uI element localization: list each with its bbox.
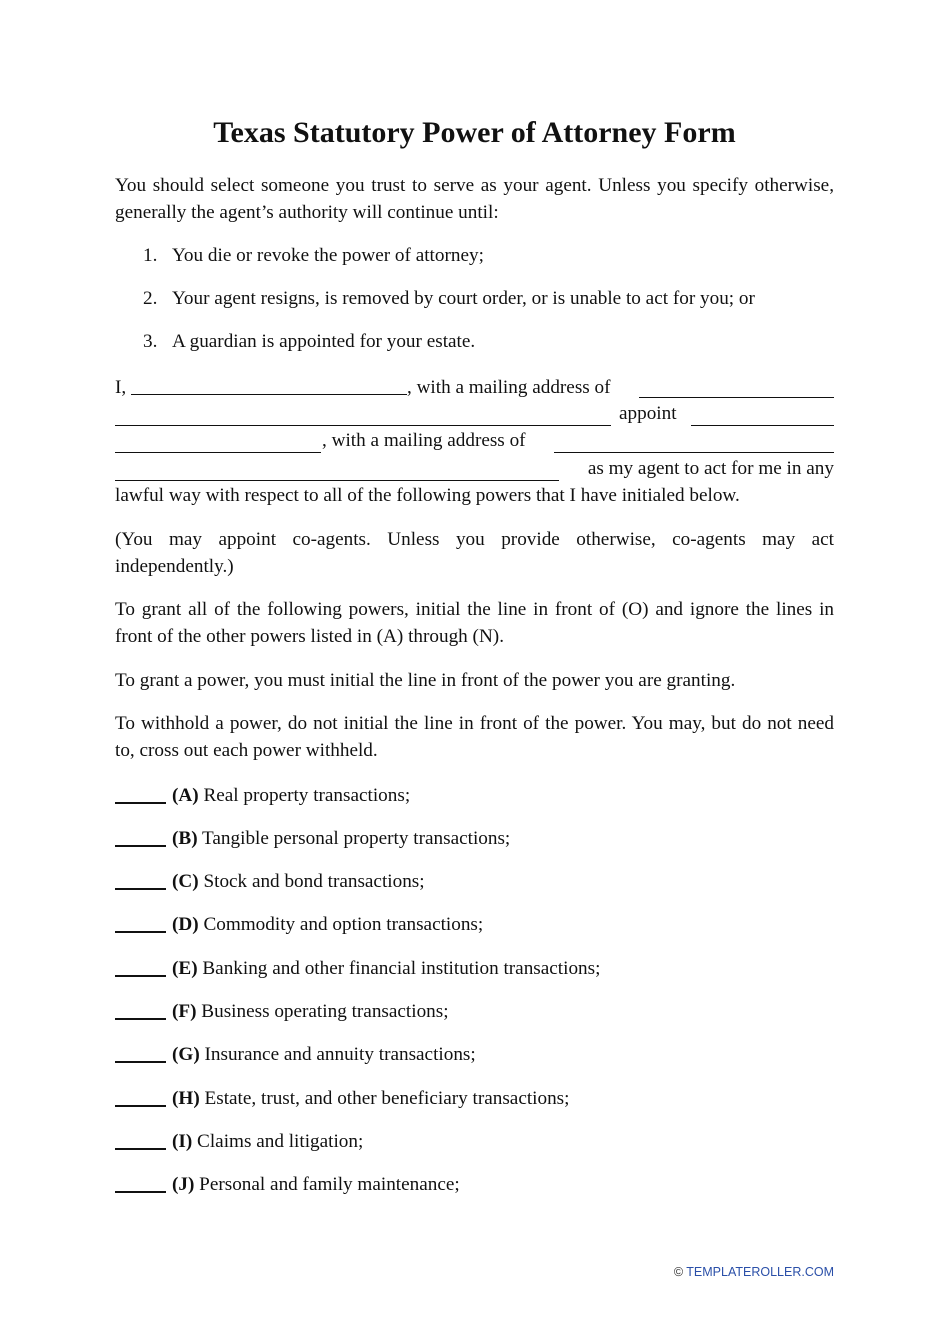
- intro-paragraph: You should select someone you trust to serve as your agent. Unless you specify otherwise, generally the agent’s authority will continue until:: [115, 175, 834, 224]
- condition-text: A guardian is appointed for your estate.: [172, 331, 476, 352]
- power-letter: (J): [172, 1174, 195, 1195]
- power-item-j: [115, 1170, 460, 1198]
- principal-address-field-2[interactable]: [115, 405, 611, 426]
- power-letter: (D): [172, 914, 199, 935]
- power-letter: (B): [172, 828, 198, 849]
- power-item-a: [115, 781, 410, 809]
- appointment-line-5: [115, 482, 834, 509]
- power-item-e: [115, 954, 600, 982]
- power-letter: (C): [172, 871, 199, 892]
- appointment-line-1: [115, 372, 834, 399]
- power-item-g: [115, 1040, 476, 1068]
- initial-field[interactable]: [115, 1043, 166, 1063]
- power-text: Insurance and annuity transactions;: [204, 1044, 476, 1065]
- footer-site-link[interactable]: TEMPLATEROLLER.COM: [686, 1265, 834, 1279]
- initial-field[interactable]: [115, 957, 166, 977]
- condition-text: You die or revoke the power of attorney;: [172, 245, 484, 266]
- appointment-text: as my agent to act for me in any: [587, 458, 834, 479]
- condition-text: Your agent resigns, is removed by court order, or is unable to act for you; or: [172, 288, 755, 309]
- appointment-text: lawful way with respect to all of the following powers that I have initialed below.: [115, 485, 740, 506]
- principal-name-field[interactable]: [131, 374, 407, 395]
- power-letter: (G): [172, 1044, 200, 1065]
- grant-all-paragraph: To grant all of the following powers, initial the line in front of (O) and ignore the lines in front of the other powers listed in (A) through (N).: [115, 599, 834, 648]
- power-letter: (I): [172, 1131, 193, 1152]
- power-item-b: [115, 824, 510, 852]
- appointment-text: , with a mailing address of: [322, 430, 526, 451]
- initial-field[interactable]: [115, 784, 166, 804]
- power-text: Tangible personal property transactions;: [202, 828, 511, 849]
- initial-field[interactable]: [115, 1130, 166, 1150]
- condition-number: 3.: [143, 331, 158, 352]
- initial-field[interactable]: [115, 870, 166, 890]
- power-letter: (F): [172, 1001, 197, 1022]
- withhold-paragraph: To withhold a power, do not initial the line in front of the power. You may, but do not need to, cross out each power withheld.: [115, 713, 834, 762]
- power-item-h: [115, 1084, 569, 1112]
- initial-field[interactable]: [115, 1000, 166, 1020]
- power-text: Claims and litigation;: [197, 1131, 364, 1152]
- footer-credit: [674, 1265, 834, 1279]
- power-text: Banking and other financial institution transactions;: [202, 958, 601, 979]
- power-letter: (E): [172, 958, 198, 979]
- appointment-line-4: [115, 455, 834, 482]
- initial-field[interactable]: [115, 913, 166, 933]
- appointment-line-2: [115, 400, 834, 427]
- appointment-line-3: [115, 427, 834, 454]
- agent-address-field-1[interactable]: [554, 432, 834, 453]
- power-item-c: [115, 867, 425, 895]
- appointment-text: , with a mailing address of: [406, 377, 611, 398]
- condition-item-2: [143, 285, 755, 312]
- grant-one-paragraph: To grant a power, you must initial the line in front of the power you are granting.: [115, 670, 736, 691]
- condition-number: 2.: [143, 288, 158, 309]
- agent-name-field-1[interactable]: [691, 405, 834, 426]
- power-text: Estate, trust, and other beneficiary transactions;: [204, 1088, 570, 1109]
- power-letter: (A): [172, 785, 199, 806]
- appointment-text: appoint: [619, 403, 677, 424]
- condition-item-1: [143, 242, 484, 269]
- condition-number: 1.: [143, 245, 158, 266]
- power-letter: (H): [172, 1088, 200, 1109]
- principal-address-field-1[interactable]: [639, 377, 834, 398]
- power-text: Real property transactions;: [203, 785, 411, 806]
- appointment-text: I,: [115, 377, 127, 398]
- condition-item-3: [143, 328, 475, 355]
- power-text: Personal and family maintenance;: [199, 1174, 460, 1195]
- power-text: Stock and bond transactions;: [203, 871, 425, 892]
- initial-field[interactable]: [115, 1087, 166, 1107]
- copyright-symbol: ©: [673, 1265, 684, 1279]
- power-text: Business operating transactions;: [201, 1001, 449, 1022]
- initial-field[interactable]: [115, 827, 166, 847]
- power-item-f: [115, 997, 449, 1025]
- agent-address-field-2[interactable]: [115, 460, 559, 481]
- co-agents-paragraph: (You may appoint co-agents. Unless you provide otherwise, co-agents may act independently.): [115, 529, 834, 578]
- page-title: Texas Statutory Power of Attorney Form: [213, 116, 736, 149]
- initial-field[interactable]: [115, 1173, 166, 1193]
- power-item-i: [115, 1127, 363, 1155]
- power-item-d: [115, 910, 483, 938]
- power-text: Commodity and option transactions;: [203, 914, 484, 935]
- agent-name-field-2[interactable]: [115, 432, 321, 453]
